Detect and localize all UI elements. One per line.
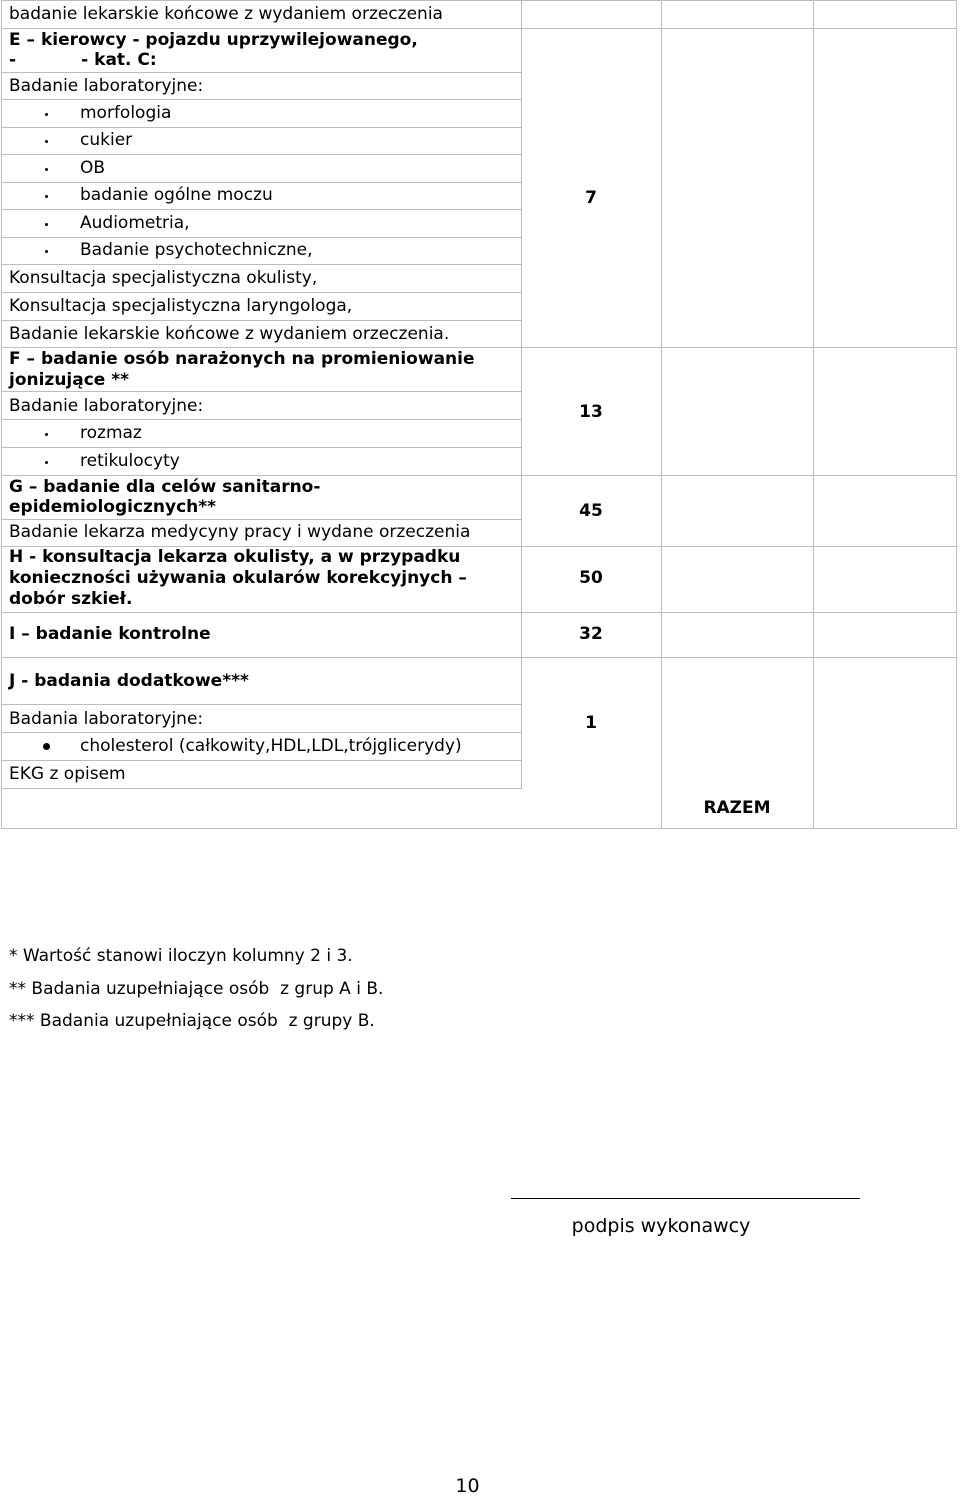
section-heading: H - konsultacja lekarza okulisty, a w przypadku [9,547,461,567]
lab-label: Badanie laboratoryjne: [9,76,204,96]
list-item: rozmaz [80,423,142,443]
value-cell: 7 [585,188,597,208]
section-heading: G – badanie dla celów sanitarno- [9,477,321,497]
section-heading-line2: konieczności używania okularów korekcyjnych – [9,568,467,588]
lab-label: Badania laboratoryjne: [9,709,204,729]
footnote: ** Badania uzupełniające osób z grup A i B. [9,979,384,999]
value-cell: 13 [579,402,603,422]
list-item: Audiometria, [80,213,190,233]
bullet-icon [45,250,48,253]
value-cell: 45 [579,501,603,521]
list-item: retikulocyty [80,451,180,471]
section-heading-line2: - - kat. C: [9,50,157,70]
row-text: Konsultacja specjalistyczna okulisty, [9,268,318,288]
list-item: Badanie psychotechniczne, [80,240,313,260]
row-text: Badanie lekarskie końcowe z wydaniem orzeczenia. [9,324,450,344]
list-item: cukier [80,130,133,150]
value-cell: 50 [579,568,603,588]
row-text: Konsultacja specjalistyczna laryngologa, [9,296,353,316]
bullet-icon [43,743,50,750]
list-item: morfologia [80,103,172,123]
row-text: badanie lekarskie końcowe z wydaniem orzeczenia [9,4,443,24]
value-cell: 32 [579,624,603,644]
bullet-icon [45,113,48,116]
signature-label: podpis wykonawcy [571,1215,751,1237]
list-item: badanie ogólne moczu [80,185,273,205]
row-text: EKG z opisem [9,764,126,784]
bullet-icon [45,140,48,143]
row-text: Badanie lekarza medycyny pracy i wydane orzeczenia [9,522,471,542]
total-label: RAZEM [703,798,771,818]
section-heading-line2: jonizujące ** [9,370,130,390]
signature-line [511,1198,860,1199]
value-cell: 1 [585,713,597,733]
bullet-icon [45,195,48,198]
footnote: * Wartość stanowi iloczyn kolumny 2 i 3. [9,946,353,966]
bullet-icon [45,433,48,436]
page-number: 10 [455,1475,480,1497]
list-item: OB [80,158,106,178]
section-heading-line2: epidemiologicznych** [9,497,217,517]
bullet-icon [45,223,48,226]
footnote: *** Badania uzupełniające osób z grupy B. [9,1011,375,1031]
bullet-icon [45,168,48,171]
section-heading: I – badanie kontrolne [9,624,211,644]
section-heading: E – kierowcy - pojazdu uprzywilejowanego, [9,30,418,50]
section-heading-line3: dobór szkieł. [9,589,133,609]
section-heading: J - badania dodatkowe*** [9,671,249,691]
list-item: cholesterol (całkowity,HDL,LDL,trójglicerydy) [80,736,462,756]
bullet-icon [45,461,48,464]
section-heading: F – badanie osób narażonych na promieniowanie [9,349,475,369]
lab-label: Badanie laboratoryjne: [9,396,204,416]
